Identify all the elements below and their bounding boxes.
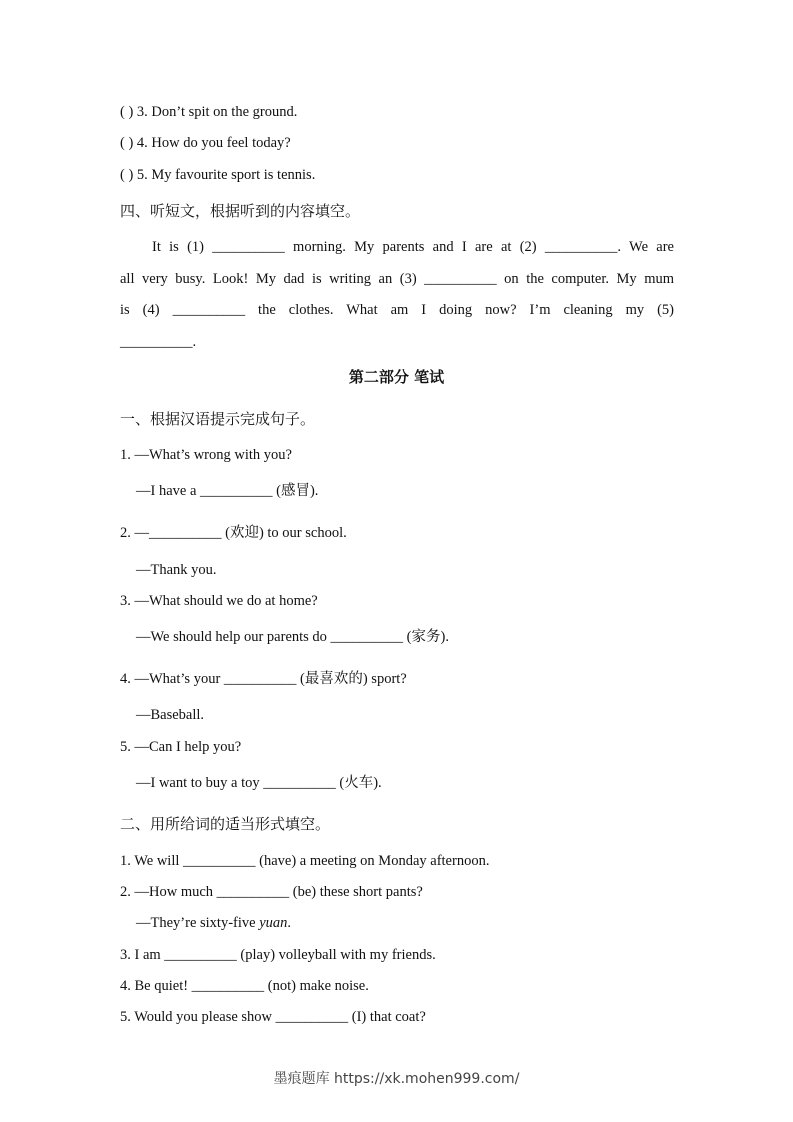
sentence-4-question: 4. —What’s your __________ (最喜欢的) sport? xyxy=(120,671,407,687)
footer-watermark: 墨痕题库 https://xk.mohen999.com/ xyxy=(273,1071,520,1087)
section-heading-listen-fill: 四、听短文，根据听到的内容填空。 xyxy=(120,202,361,220)
word-form-item-4: 4. Be quiet! __________ (not) make noise. xyxy=(120,978,369,994)
passage-line-3: is (4) __________ the clothes. What am I doing now? I’m cleaning my (5) xyxy=(120,302,674,318)
passage-line-1: It is (1) __________ morning. My parents and I are at (2) __________. We are xyxy=(152,239,674,255)
word-form-item-2-question: 2. —How much __________ (be) these short pants? xyxy=(120,884,423,900)
sentence-2-answer: —Thank you. xyxy=(136,562,217,578)
word-form-item-5: 5. Would you please show __________ (I) that coat? xyxy=(120,1009,426,1025)
sentence-5-question: 5. —Can I help you? xyxy=(120,739,242,755)
sentence-2-question: 2. —__________ (欢迎) to our school. xyxy=(120,525,347,541)
answer-period: . xyxy=(287,915,292,931)
sentence-4-answer: —Baseball. xyxy=(136,707,205,723)
listening-item-4: ( ) 4. How do you feel today? xyxy=(120,135,291,151)
sentence-1-answer: —I have a __________ (感冒). xyxy=(136,483,319,499)
currency-word: yuan xyxy=(259,915,288,931)
passage-line-2: all very busy. Look! My dad is writing an (3) __________ on the computer. My mum xyxy=(120,271,674,287)
listening-item-5: ( ) 5. My favourite sport is tennis. xyxy=(120,167,316,183)
sentence-5-answer: —I want to buy a toy __________ (火车). xyxy=(136,775,382,791)
passage-line-4: __________. xyxy=(120,334,197,350)
word-form-item-2-answer xyxy=(136,913,291,933)
word-form-item-1: 1. We will __________ (have) a meeting on Monday afternoon. xyxy=(120,853,490,869)
sentence-3-question: 3. —What should we do at home? xyxy=(120,593,318,609)
answer-text: —They’re sixty-five xyxy=(136,915,260,931)
listening-item-3: ( ) 3. Don’t spit on the ground. xyxy=(120,104,298,120)
section-heading-word-forms: 二、用所给词的适当形式填空。 xyxy=(120,815,331,833)
sentence-3-answer: —We should help our parents do __________ (家务). xyxy=(136,629,449,645)
sentence-1-question: 1. —What’s wrong with you? xyxy=(120,447,292,463)
section-heading-complete-sentences: 一、根据汉语提示完成句子。 xyxy=(120,410,316,428)
part-two-title: 第二部分 笔试 xyxy=(348,368,445,386)
word-form-item-3: 3. I am __________ (play) volleyball with my friends. xyxy=(120,947,436,963)
